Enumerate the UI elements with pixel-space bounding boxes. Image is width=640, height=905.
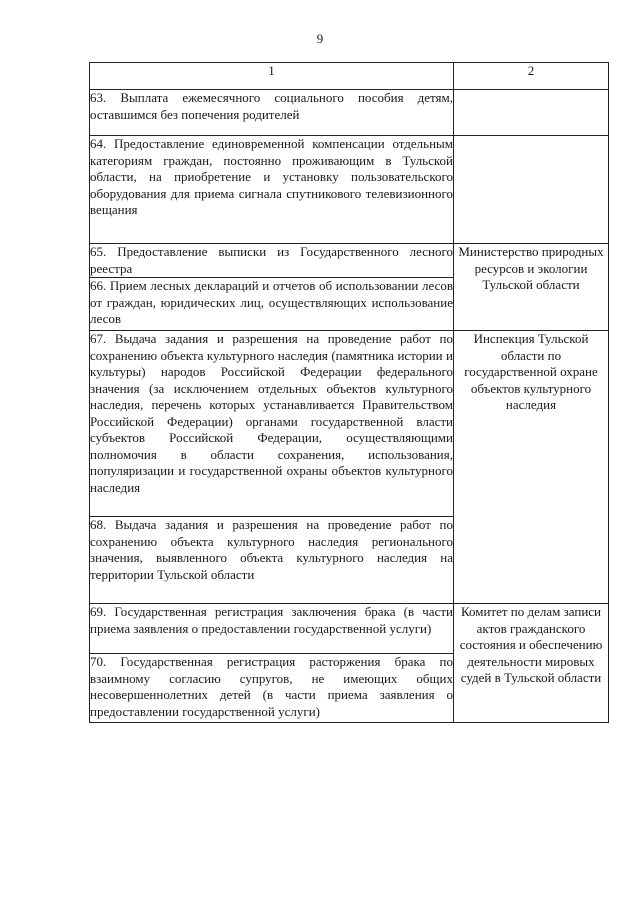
table-row [90,604,609,654]
service-cell-65: 65. Предоставление выписки из Государственного лесного реестра [90,244,453,276]
service-cell-66: 66. Прием лесных деклараций и отчетов об использовании лесов от граждан, юридических лиц, осуществляющих использование лесов [90,278,454,331]
page-number: 9 [316,31,324,46]
table-header-row [90,63,609,90]
column-header-1: 1 [90,63,454,90]
table-row [90,331,609,517]
service-cell-64: 64. Предоставление единовременной компенсации отдельным категориям граждан, постоянно проживающим в Тульской области, на приобретение и установку пользовательского оборудования для приема сигнала спутникового телевизионного вещания [90,136,454,244]
service-cell-63: 63. Выплата ежемесячного социального пособия детям, оставшимся без попечения родителей [90,90,454,136]
empty-org-cell-64 [454,136,609,244]
service-cell-67: 67. Выдача задания и разрешения на проведение работ по сохранению объекта культурного наследия (памятника истории и культуры) народов Российской Федерации федерального значения (за исключением отдельных объектов культурного наследия, перечень которых устанавливается Правительством Российской Федерации) органами государственной власти субъектов Российской Федерации, осуществляющими полномочия в области сохранения, использования, популяризации и государственной охраны объектов культурного наследия [90,331,454,517]
org-cell-civil-registry: Комитет по делам записи актов гражданского состояния и обеспечению деятельности мировых судей в Тульской области [454,604,609,723]
table-row [90,244,609,278]
org-cell-natural-resources: Министерство природных ресурсов и экологии Тульской области [454,244,609,331]
service-cell-68: 68. Выдача задания и разрешения на проведение работ по сохранению объекта культурного наследия регионального значения, выявленного объекта культурного наследия на территории Тульской области [90,517,454,604]
service-cell-70: 70. Государственная регистрация расторжения брака по взаимному согласию супругов, не имеющих общих несовершеннолетних детей (в части приема заявления о предоставлении государственной услуги) [90,654,454,723]
services-table [89,62,609,723]
service-cell-69: 69. Государственная регистрация заключения брака (в части приема заявления о предоставлении государственной услуги) [90,604,454,654]
table-row [90,90,609,136]
column-header-2: 2 [454,63,609,90]
org-cell-heritage: Инспекция Тульской области по государственной охране объектов культурного наследия [454,331,609,604]
table-row [90,136,609,244]
empty-org-cell-63 [454,90,609,136]
